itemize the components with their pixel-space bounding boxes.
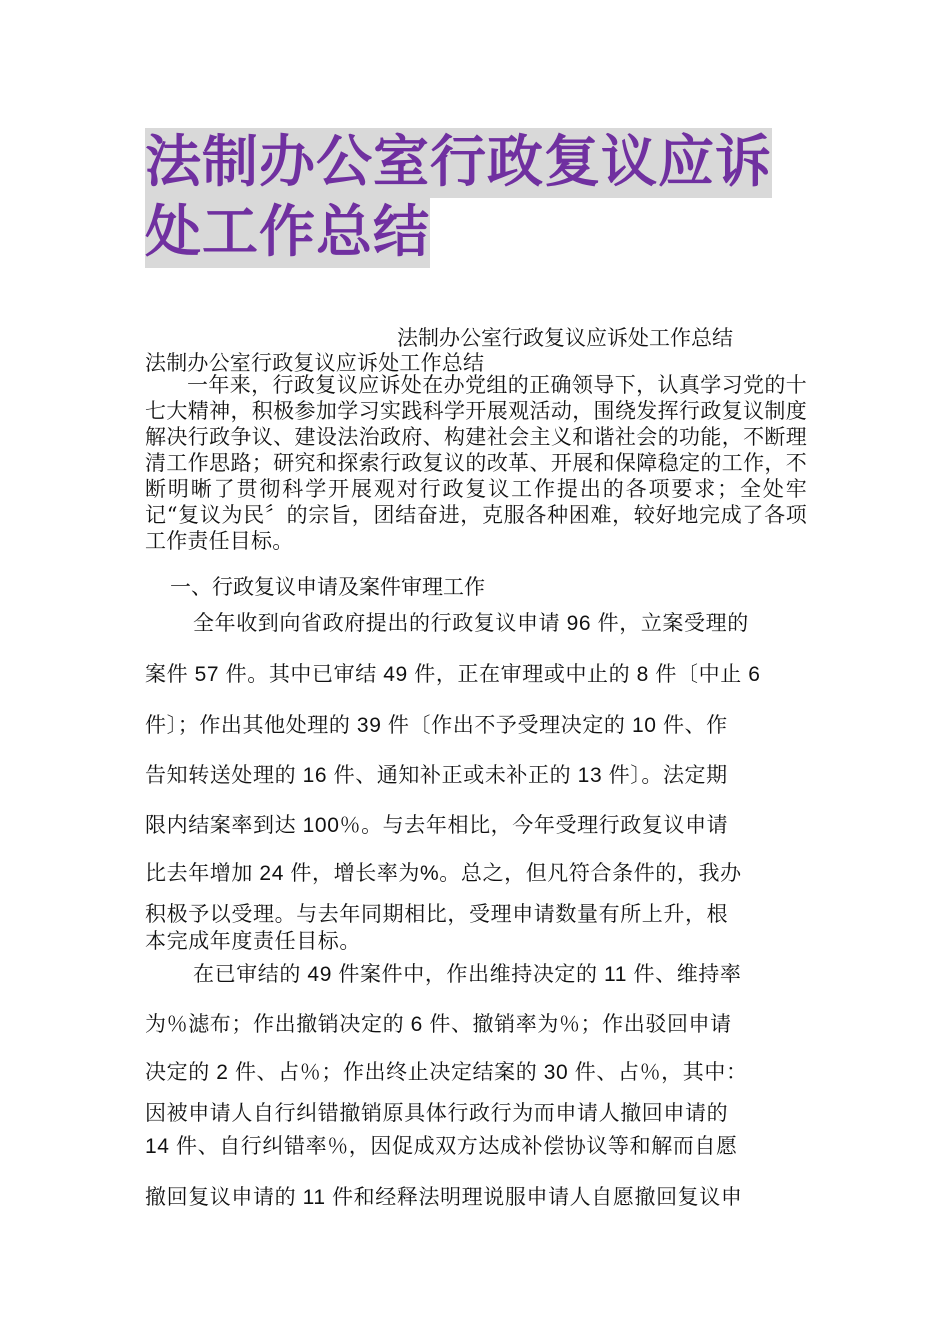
para3-line: 在已审结的 49 件案件中，作出维持决定的 11 件、维持率: [193, 963, 742, 986]
para3-line: 14 件、自行纠错率％，因促成双方达成补偿协议等和解而自愿: [145, 1135, 738, 1158]
para3-line: 撤回复议申请的 11 件和经释法明理说服申请人自愿撤回复议申: [145, 1186, 743, 1209]
para2-line: 限内结案率到达 100％。与去年相比，今年受理行政复议申请: [145, 814, 729, 837]
document-subtitle-right: 法制办公室行政复议应诉处工作总结: [397, 326, 733, 350]
para2-line: 本完成年度责任目标。: [145, 930, 361, 953]
document-title-line-1: 法制办公室行政复议应诉: [145, 128, 772, 198]
para2-line: 全年收到向省政府提出的行政复议申请 96 件，立案受理的: [193, 612, 749, 635]
para3-line: 因被申请人自行纠错撤销原具体行政行为而申请人撤回申请的: [145, 1102, 729, 1125]
section-heading-1: 一、行政复议申请及案件审理工作: [170, 575, 485, 599]
para2-line: 积极予以受理。与去年同期相比，受理申请数量有所上升，根: [145, 903, 729, 926]
para2-line: 告知转送处理的 16 件、通知补正或未补正的 13 件〕。法定期: [145, 764, 728, 787]
para3-line: 决定的 2 件、占％；作出终止决定结案的 30 件、占％，其中：: [145, 1061, 748, 1084]
document-subtitle-left: 法制办公室行政复议应诉处工作总结: [145, 351, 485, 375]
para2-line: 比去年增加 24 件，增长率为%。总之，但凡符合条件的，我办: [145, 862, 742, 885]
para3-line: 为％滤布；作出撤销决定的 6 件、撤销率为％；作出驳回申请: [145, 1013, 732, 1036]
para2-line: 件〕；作出其他处理的 39 件〔作出不予受理决定的 10 件、作: [145, 714, 728, 737]
para2-line: 案件 57 件。其中已审结 49 件，正在审理或中止的 8 件〔中止 6: [145, 663, 761, 686]
intro-paragraph: 一年来，行政复议应诉处在办党组的正确领导下，认真学习党的十七大精神，积极参加学习实践科学开展观活动，围绕发挥行政复议制度解决行政争议、建设法治政府、构建社会主义和谐社会的功能，不断理清工作思路；研究和探索行政复议的改革、开展和保障稳定的工作，不断明晰了贯彻科学开展观对行政复议工作提出的各项要求；全处牢记“复议为民〞的宗旨，团结奋进，克服各种困难，较好地完成了各项工作责任目标。: [145, 373, 807, 553]
document-title-line-2: 处工作总结: [145, 198, 430, 268]
